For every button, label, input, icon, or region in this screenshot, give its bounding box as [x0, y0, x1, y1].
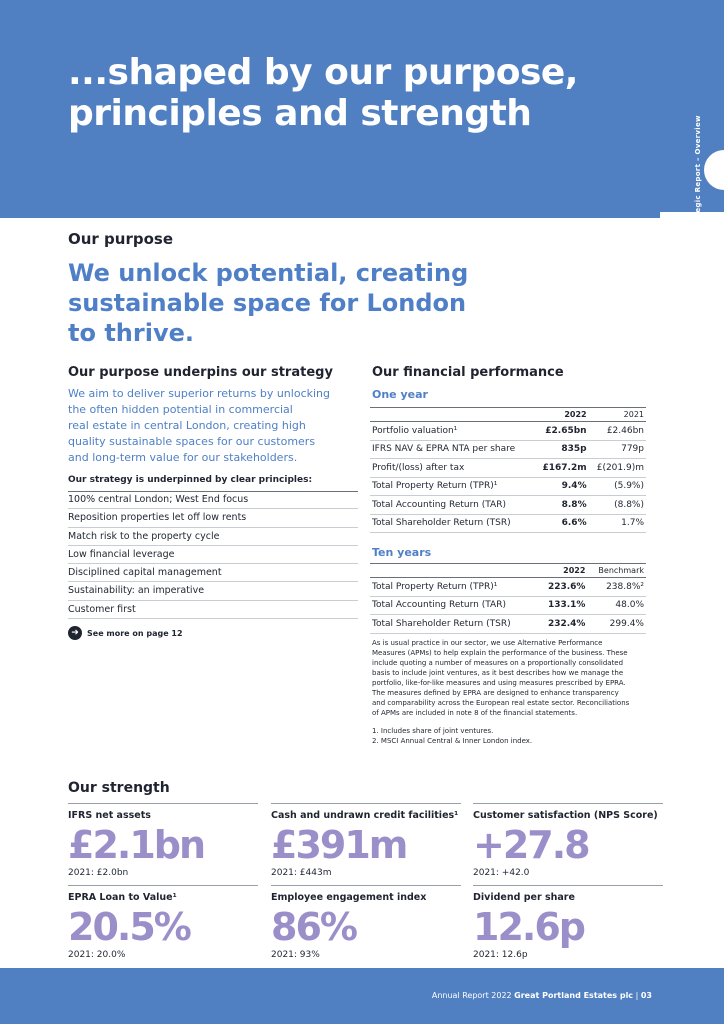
- one-year-table: [370, 407, 646, 533]
- principles-list: [68, 491, 358, 619]
- apm-note-line: and comparability across the European real estate sector. Reconciliations: [372, 699, 630, 707]
- one-year-label: One year: [372, 388, 428, 401]
- table-row: [370, 578, 646, 597]
- purpose-line: to thrive.: [68, 319, 194, 347]
- content-panel: [0, 218, 662, 968]
- side-tab-notch: [704, 150, 724, 190]
- value-2022: 6.6%: [535, 514, 589, 533]
- table-row: [370, 422, 646, 441]
- stat-label: Dividend per share: [473, 892, 575, 903]
- stat-card: [473, 803, 663, 878]
- row-label: Total Property Return (TPR)¹: [370, 578, 538, 597]
- value-2022: £2.65bn: [535, 422, 589, 441]
- stat-value: £2.1bn: [68, 823, 205, 867]
- stat-value: 20.5%: [68, 905, 190, 949]
- strategy-intro-line: and long-term value for our stakeholders.: [68, 451, 298, 464]
- stat-label: Cash and undrawn credit facilities¹: [271, 810, 459, 821]
- strategy-intro-line: real estate in central London, creating high: [68, 419, 306, 432]
- principle-item: 100% central London; West End focus: [68, 491, 358, 509]
- footer-report: Annual Report 2022: [431, 991, 512, 1000]
- footnote: 2. MSCI Annual Central & Inner London index.: [372, 737, 533, 745]
- ten-years-table: [370, 563, 646, 634]
- apm-note: [372, 638, 647, 718]
- see-more-label: See more on page 12: [87, 628, 183, 638]
- footnote: 1. Includes share of joint ventures.: [372, 727, 494, 735]
- table-row: [370, 596, 646, 615]
- value-2022: £167.2m: [535, 459, 589, 478]
- column-header: 2022: [535, 408, 589, 422]
- stat-label: Employee engagement index: [271, 892, 427, 903]
- value-2021: (8.8%): [589, 496, 646, 515]
- table-row: [370, 440, 646, 459]
- row-label: Total Shareholder Return (TSR): [370, 615, 538, 634]
- apm-note-line: As is usual practice in our sector, we use Alternative Performance: [372, 639, 603, 647]
- stat-card: [68, 885, 258, 960]
- stat-card: [271, 803, 461, 878]
- apm-note-line: include quoting a number of measures on a proportionally consolidated: [372, 659, 624, 667]
- principles-heading: Our strategy is underpinned by clear principles:: [68, 475, 358, 492]
- stat-prior: 2021: 12.6p: [473, 950, 528, 960]
- stat-prior: 2021: 20.0%: [68, 950, 126, 960]
- table-row: [370, 477, 646, 496]
- table-row: [370, 514, 646, 533]
- stat-card: [68, 803, 258, 878]
- page-number: 03: [640, 991, 652, 1000]
- column-header: 2022: [538, 564, 587, 578]
- value-2021: (5.9%): [589, 477, 646, 496]
- row-label: Total Accounting Return (TAR): [370, 496, 535, 515]
- value-2022: 133.1%: [538, 596, 587, 615]
- stat-prior: 2021: £443m: [271, 868, 332, 878]
- purpose-line: sustainable space for London: [68, 289, 467, 317]
- value-benchmark: 48.0%: [587, 596, 646, 615]
- value-2021: 1.7%: [589, 514, 646, 533]
- arrow-right-icon: ➜: [68, 626, 82, 640]
- value-benchmark: 299.4%: [587, 615, 646, 634]
- table-row: [370, 615, 646, 634]
- footnotes: [372, 726, 532, 746]
- stat-card: [271, 885, 461, 960]
- page-title-line-2: principles and strength: [68, 93, 532, 134]
- principle-item: Reposition properties let off low rents: [68, 509, 358, 527]
- row-label: Total Property Return (TPR)¹: [370, 477, 535, 496]
- table-row: [370, 496, 646, 515]
- principle-item: Customer first: [68, 601, 358, 619]
- stat-label: Customer satisfaction (NPS Score): [473, 810, 658, 821]
- stat-value: 12.6p: [473, 905, 584, 949]
- table-row: [370, 459, 646, 478]
- stat-label: IFRS net assets: [68, 810, 151, 821]
- stat-value: £391m: [271, 823, 407, 867]
- column-header: 2021: [589, 408, 646, 422]
- value-2022: 232.4%: [538, 615, 587, 634]
- apm-note-line: Measures (APMs) to help explain the performance of the business. These: [372, 649, 628, 657]
- row-label: Profit/(loss) after tax: [370, 459, 535, 478]
- principle-item: Disciplined capital management: [68, 564, 358, 582]
- stat-label: EPRA Loan to Value¹: [68, 892, 177, 903]
- purpose-line: We unlock potential, creating: [68, 259, 469, 287]
- value-2022: 9.4%: [535, 477, 589, 496]
- side-tab: [660, 212, 724, 968]
- stat-value: +27.8: [473, 823, 589, 867]
- row-label: Portfolio valuation¹: [370, 422, 535, 441]
- row-label: Total Shareholder Return (TSR): [370, 514, 535, 533]
- apm-note-line: portfolio, like-for-like measures and using measures prescribed by EPRA.: [372, 679, 626, 687]
- row-label: Total Accounting Return (TAR): [370, 596, 538, 615]
- purpose-heading: Our purpose: [68, 230, 174, 248]
- stat-card: [473, 885, 663, 960]
- principle-item: Low financial leverage: [68, 546, 358, 564]
- stat-prior: 2021: £2.0bn: [68, 868, 129, 878]
- stat-prior: 2021: 93%: [271, 950, 320, 960]
- principle-item: Match risk to the property cycle: [68, 528, 358, 546]
- value-benchmark: 238.8%²: [587, 578, 646, 597]
- purpose-statement: [68, 258, 488, 348]
- value-2022: 223.6%: [538, 578, 587, 597]
- value-2021: 779p: [589, 440, 646, 459]
- value-2021: £(201.9)m: [589, 459, 646, 478]
- value-2021: £2.46bn: [589, 422, 646, 441]
- financial-heading: Our financial performance: [372, 365, 564, 380]
- strategy-intro-line: We aim to deliver superior returns by unlocking: [68, 387, 330, 400]
- strength-heading: Our strength: [68, 780, 170, 796]
- page-title: [68, 52, 628, 134]
- row-label: IFRS NAV & EPRA NTA per share: [370, 440, 535, 459]
- page-footer: Annual Report 2022 Great Portland Estates plc | 03: [431, 991, 652, 1000]
- value-2022: 8.8%: [535, 496, 589, 515]
- section-label: Strategic Report – Overview: [694, 115, 702, 234]
- strategy-intro-line: the often hidden potential in commercial: [68, 403, 293, 416]
- footer-company: Great Portland Estates plc: [514, 991, 634, 1000]
- strategy-intro: [68, 386, 338, 466]
- stat-value: 86%: [271, 905, 356, 949]
- strategy-heading: Our purpose underpins our strategy: [68, 365, 333, 380]
- apm-note-line: basis to include joint ventures, as it best describes how we manage the: [372, 669, 624, 677]
- apm-note-line: The measures defined by EPRA are designed to enhance transparency: [372, 689, 619, 697]
- stat-prior: 2021: +42.0: [473, 868, 530, 878]
- strategy-intro-line: quality sustainable spaces for our customers: [68, 435, 316, 448]
- apm-note-line: of APMs are included in note 8 of the financial statements.: [372, 709, 578, 717]
- column-header: Benchmark: [587, 564, 646, 578]
- principle-item: Sustainability: an imperative: [68, 582, 358, 600]
- page-title-line-1: ...shaped by our purpose,: [68, 52, 578, 93]
- see-more-link[interactable]: [68, 626, 183, 640]
- value-2022: 835p: [535, 440, 589, 459]
- ten-years-label: Ten years: [372, 546, 432, 559]
